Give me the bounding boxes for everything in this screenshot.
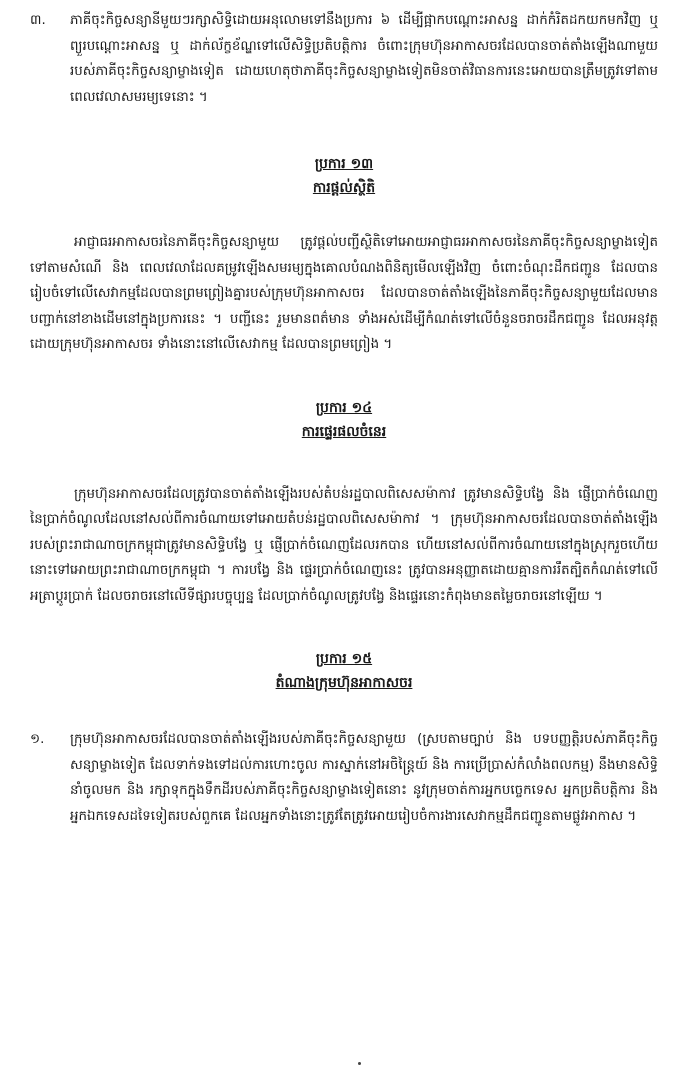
article-title: តំណាងក្រុមហ៊ុនអាកាសចរ	[275, 675, 413, 691]
paragraph-text: ភាគីចុះកិច្ចសន្យានីមួយៗរក្សាសិទ្ធិដោយអនុលោមទៅនឹងប្រការ ៦ ដើម្បីផ្អាកបណ្ដោះអាសន្ន ដាក់កំរិតដកយកមកវិញ ឬ ព្យួរបណ្ដោះអាសន្ន ឬ ដាក់ល័ក្ខខ័ណ្ឌទៅលើសិទ្ធិប្រតិបត្តិការ ចំពោះក្រុមហ៊ុនអាកាសចរដែលបានចាត់តាំងឡើងណាមួយរបស់ភាគីចុះកិច្ចសន្យាម្ខាងទៀត ដោយហេតុថាភាគីចុះកិច្ចសន្យាម្ខាងទៀតមិនចាត់វិធានការនេះអោយបានត្រឹមត្រូវទៅតាមពេលវេលាសមរម្យទេនោះ ។	[70, 13, 658, 105]
article-label: ប្រការ ១៥	[315, 651, 373, 667]
article-label: ប្រការ ១៤	[315, 399, 373, 416]
paragraph-number: ១.	[30, 732, 45, 747]
article-title: ការផ្ទេរផលចំនេរ	[301, 423, 387, 440]
paragraph-3	[30, 8, 658, 110]
article-title: ការផ្ដល់ស្ថិតិ	[312, 180, 376, 196]
article-14-heading	[30, 396, 658, 444]
article-label: ប្រការ ១៣	[314, 156, 374, 172]
article-15-paragraph-1	[30, 727, 658, 829]
article-13-body: អាជ្ញាធរអាកាសចរនៃភាគីចុះកិច្ចសន្យាមួយ ត្រូវផ្ដល់បញ្ជីស្ថិតិទៅអោយអាជ្ញាធរអាកាសចរនៃភាគីចុះកិច្ចសន្យាម្ខាងទៀត ទៅតាមសំណើ និង ពេលវេលាដែលគម្រូវឡើងសមរម្យក្នុងគោលបំណងពិនិត្យមើលឡើងវិញ ចំពោះចំណុះដឹកជញ្ជូន ដែលបានរៀបចំទៅលើសេវាកម្មដែលបានព្រមព្រៀងគ្នារបស់ក្រុមហ៊ុនអាកាសចរ ដែលបានចាត់តាំងឡើងនៃភាគីចុះកិច្ចសន្យាមួយដែលមានបញ្ជាក់នៅខាងដើមនៅក្នុងប្រការនេះ ។ បញ្ជីនេះ រួមមានពត៌មាន ទាំងអស់ដើម្បីកំណត់ទៅលើចំនួនចរាចរដឹកជញ្ជូន ដែលអនុវត្តដោយក្រុមហ៊ុនអាកាសចរ ទាំងនោះនៅលើសេវាកម្ម ដែលបានព្រមព្រៀង ។	[30, 235, 658, 352]
scan-speck	[358, 1062, 361, 1065]
paragraph-text: ក្រុមហ៊ុនអាកាសចរដែលបានចាត់តាំងឡើងរបស់ភាគីចុះកិច្ចសន្យាមួយ (ស្របតាមច្បាប់ និង បទបញ្ញត្តិរបស់ភាគីចុះកិច្ចសន្យាម្ខាងទៀត ដែលទាក់ទងទៅដល់ការហោះចូល ការស្នាក់នៅអចិន្ត្រៃយ៍ និង ការប្រើប្រាស់កំលាំងពលកម្ម) នឹងមានសិទ្ធិនាំចូលមក និង រក្សាទុកក្នុងទឹកដីរបស់ភាគីចុះកិច្ចសន្យាម្ខាងទៀតនោះ នូវក្រុមចាត់ការអ្នកបច្ចេកទេស អ្នកប្រតិបត្តិការ និង អ្នកឯកទេសដទៃទៀតរបស់ពួកគេ ដែលអ្នកទាំងនោះត្រូវតែត្រូវអោយរៀបចំការងារសេវាកម្មដឹកជញ្ជូនតាមផ្លូវអាកាស ។	[70, 732, 658, 824]
paragraph-number: ៣.	[30, 13, 46, 28]
article-14-body: ក្រុមហ៊ុនអាកាសចរដែលត្រូវបានចាត់តាំងឡើងរបស់តំបន់រដ្ឋបាលពិសេសម៉ាកាវ ត្រូវមានសិទ្ធិបង្វែ និង ផ្ញើប្រាក់ចំណេញនៃប្រាក់ចំណូលដែលនៅសល់ពីការចំណាយទៅអោយតំបន់រដ្ឋបាលពិសេសម៉ាកាវ ។ ក្រុមហ៊ុនអាកាសចរដែលបានចាត់តាំងឡើងរបស់ព្រះរាជាណាចក្រកម្ពុជាត្រូវមានសិទ្ធិបង្វែ ឬ ផ្ញើប្រាក់ចំណេញដែលរកបាន ហើយនៅសល់ពីការចំណាយនៅក្នុងស្រុករួចហើយនោះទៅអោយព្រះរាជាណាចក្រកម្ពុជា ។ ការបង្វែ និង ផ្ទេរប្រាក់ចំណេញនេះ ត្រូវបានអនុញ្ញាតដោយគ្មានការរឹតត្បិតកំណត់ទៅលើអត្រាប្ដូរប្រាក់ ដែលចរាចរនៅលើទីផ្សារបច្ចុប្បន្ន ដែលប្រាក់ចំណូលត្រូវបង្វែ និងផ្ទេរនោះកំពុងមានតម្លៃចរាចរនៅឡើយ ។	[30, 486, 658, 604]
article-13-heading	[30, 152, 658, 200]
article-15-heading	[30, 647, 658, 695]
